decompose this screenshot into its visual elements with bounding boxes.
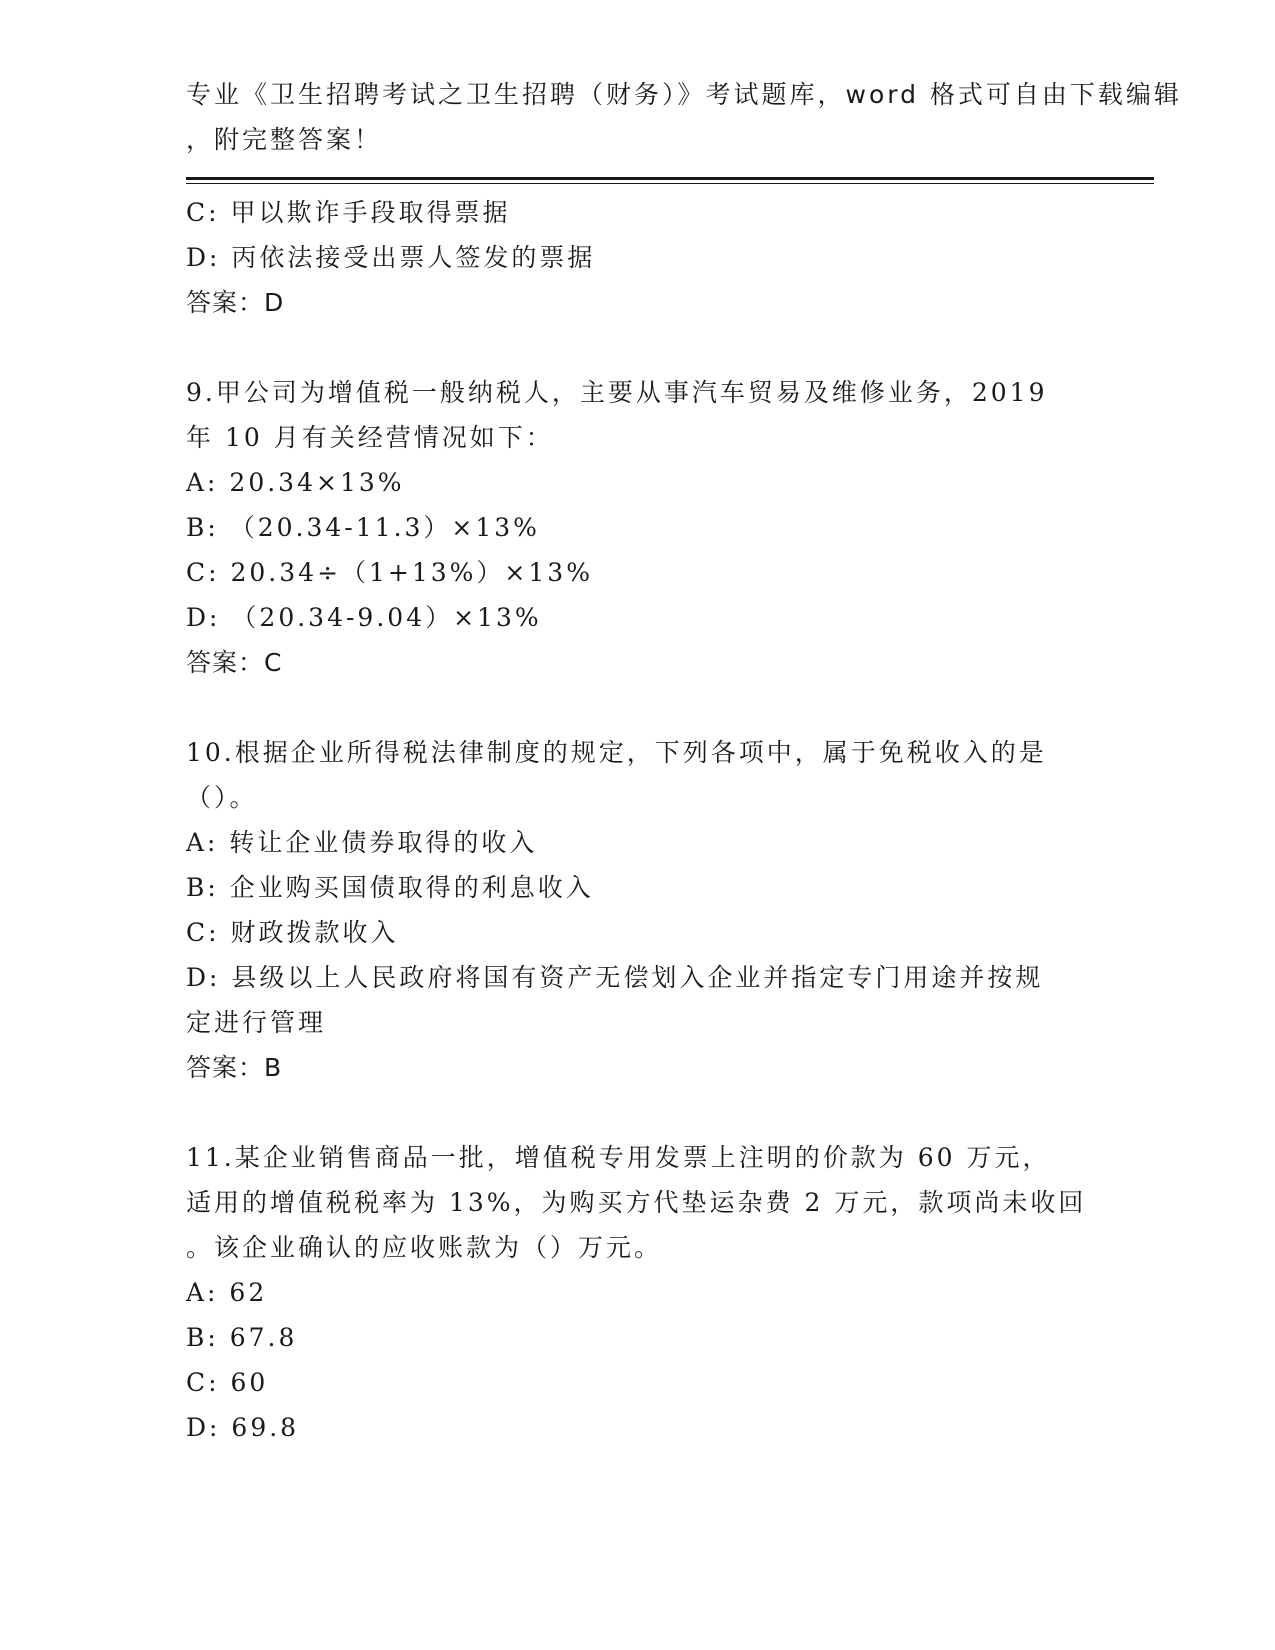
question-8-tail [186, 190, 1086, 325]
q11-option-d: D: 69.8 [186, 1413, 300, 1442]
spacer [186, 1090, 1086, 1135]
document-header [186, 72, 1182, 162]
q10-option-c: C: 财政拨款收入 [186, 918, 399, 947]
q11-stem-line-2: 适用的增值税税率为 13%，为购买方代垫运杂费 2 万元，款项尚未收回 [186, 1188, 1087, 1217]
question-9 [186, 370, 1086, 685]
q11-stem-line-1: 11.某企业销售商品一批，增值税专用发票上注明的价款为 60 万元， [186, 1143, 1051, 1172]
q11-stem-line-3: 。该企业确认的应收账款为（）万元。 [186, 1233, 663, 1262]
q8-answer: 答案：D [186, 288, 285, 317]
q8-option-d: D: 丙依法接受出票人签发的票据 [186, 243, 596, 272]
q9-option-a: A: 20.34×13% [186, 468, 405, 497]
q10-answer: 答案：B [186, 1053, 283, 1082]
q10-stem-line-2: （）。 [186, 783, 258, 812]
q8-option-c: C: 甲以欺诈手段取得票据 [186, 198, 511, 227]
question-11 [186, 1135, 1086, 1450]
q9-stem-line-2: 年 10 月有关经营情况如下： [186, 423, 554, 452]
spacer [186, 325, 1086, 370]
q10-option-d-line-2: 定进行管理 [186, 1008, 327, 1037]
question-content [186, 190, 1086, 1450]
q9-option-c: C: 20.34÷（1+13%）×13% [186, 558, 593, 587]
q11-option-b: B: 67.8 [186, 1323, 298, 1352]
header-line-2: ，附完整答案！ [186, 125, 383, 154]
header-divider-thick [186, 177, 1154, 180]
q9-option-b: B: （20.34-11.3）×13% [186, 513, 540, 542]
q10-option-a: A: 转让企业债券取得的收入 [186, 828, 538, 857]
header-line-1: 专业《卫生招聘考试之卫生招聘（财务）》考试题库，word 格式可自由下载编辑 [186, 80, 1182, 109]
q11-option-a: A: 62 [186, 1278, 268, 1307]
spacer [186, 685, 1086, 730]
q9-stem-line-1: 9.甲公司为增值税一般纳税人，主要从事汽车贸易及维修业务，2019 [186, 378, 1048, 407]
question-10 [186, 730, 1086, 1090]
q10-option-d-line-1: D: 县级以上人民政府将国有资产无偿划入企业并指定专门用途并按规 [186, 963, 1044, 992]
q10-option-b: B: 企业购买国债取得的利息收入 [186, 873, 594, 902]
q9-answer: 答案：C [186, 648, 283, 677]
q11-option-c: C: 60 [186, 1368, 269, 1397]
q9-option-d: D: （20.34-9.04）×13% [186, 603, 542, 632]
header-divider-thin [186, 183, 1154, 184]
q10-stem-line-1: 10.根据企业所得税法律制度的规定，下列各项中，属于免税收入的是 [186, 738, 1047, 767]
